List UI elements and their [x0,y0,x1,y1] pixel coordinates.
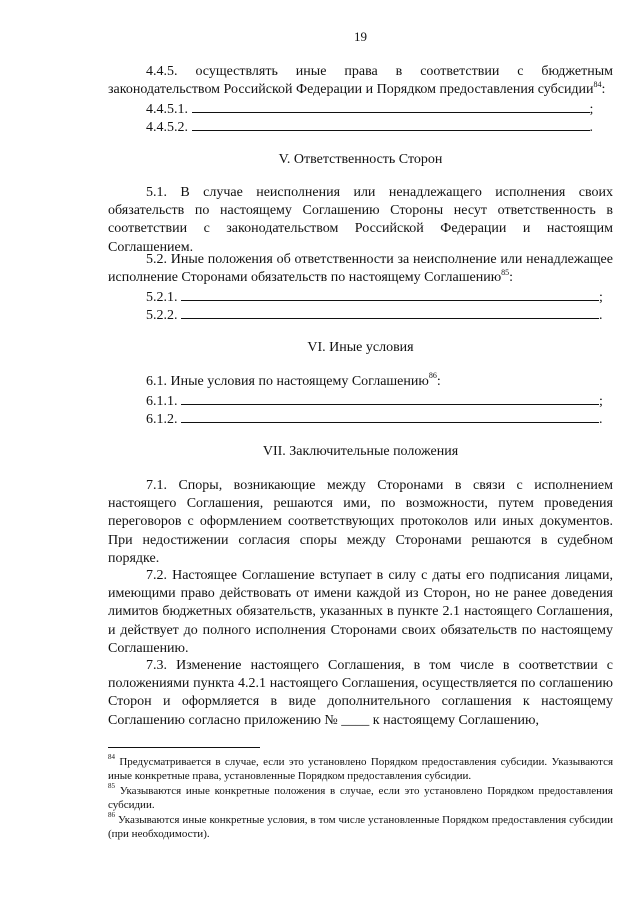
clause-5-1: 5.1. В случае неисполнения или ненадлежащего исполнения своих обязательств по настоящему Соглашению Стороны несут ответственность в соответствии с законодательством Российской Федерации и настоящим Соглашением. [108,185,613,255]
blank-line-5-2-1[interactable]: 5.2.1. ; [146,287,613,307]
page-number: 19 [354,29,367,44]
blank-line-5-2-2[interactable]: 5.2.2. . [146,305,613,325]
footnote-86: $^{86}$ Указываются иные конкретные условия, в том числе установленные Порядком предоставления субсидии (при необходимости). [108,811,614,841]
footnote-separator [108,747,260,748]
clause-7-3: 7.3. Изменение настоящего Соглашения, в том числе в соответствии с положениями пункта 4.2.1 настоящего Соглашения, осуществляется по соглашению Сторон и оформляется в виде дополнительного соглашения к настоящему Соглашению согласно приложению № ____ к настоящему Соглашению, [108,658,613,728]
footnote-ref-86[interactable]: 86 [428,371,437,381]
blank-line-4-4-5-2[interactable]: 4.4.5.2. . [146,117,613,137]
blank-line-6-1-2[interactable]: 6.1.2. . [146,409,613,429]
blank-line-6-1-1[interactable]: 6.1.1. ; [146,391,613,411]
section-heading-vi: VI. Иные условия [307,340,414,355]
clause-7-2: 7.2. Настоящее Соглашение вступает в силу с даты его подписания лицами, имеющими право действовать от имени каждой из Сторон, но не ранее доведения лимитов бюджетных обязательств, указанных в пункте 2.1 настоящего Соглашения, и действует до полного исполнения Сторонами своих обязательств по настоящему Соглашению. [108,568,613,656]
footnote-ref-84[interactable]: 84 [593,79,602,89]
footnote-ref-85[interactable]: 85 [501,267,510,277]
section-heading-vii: VII. Заключительные положения [262,444,459,459]
clause-4-4-5: 4.4.5. осуществлять иные права в соответствии с бюджетным законодательством Российской Федерации и Порядком предоставления субсидии$^{84}$: [108,64,613,98]
clause-7-1: 7.1. Споры, возникающие между Сторонами в связи с исполнением настоящего Соглашения, решаются ими, по возможности, путем проведения переговоров с оформлением соответствующих протоколов или иных документов. При недостижении согласия споры между Сторонами решаются в судебном порядке. [108,478,613,566]
blank-line-4-4-5-1[interactable]: 4.4.5.1. ; [146,99,613,119]
footnote-84: $^{84}$ Предусматривается в случае, если это установлено Порядком предоставления субсидии. Указываются иные конкретные права, установленные Порядком предоставления субсидии. [108,753,614,783]
section-heading-v: V. Ответственность Сторон [278,152,443,167]
clause-5-2: 5.2. Иные положения об ответственности за неисполнение или ненадлежащее исполнение Сторонами обязательств по настоящему Соглашению$^{85}$: [108,252,613,286]
footnote-85: $^{85}$ Указываются иные конкретные положения в случае, если это установлено Порядком предоставления субсидии. [108,782,613,812]
clause-6-1: 6.1. Иные условия по настоящему Соглашению$^{86}$: [146,371,441,389]
